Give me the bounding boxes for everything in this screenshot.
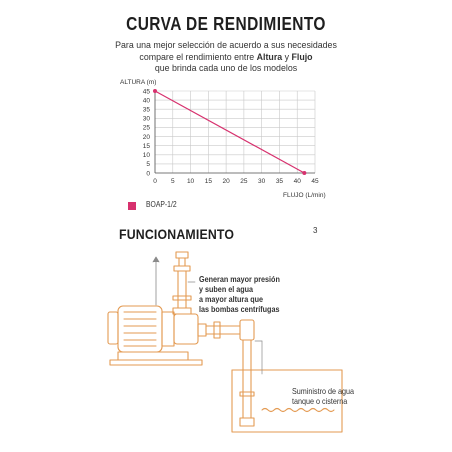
y-tick-label: 25 bbox=[142, 124, 150, 132]
page-number: 3 bbox=[313, 226, 318, 235]
intro-line-2-a: compare el rendimiento entre bbox=[139, 51, 257, 63]
discharge-pipe bbox=[173, 252, 191, 314]
callout-pressure bbox=[199, 274, 280, 314]
intro-flujo: Flujo bbox=[291, 51, 313, 63]
legend-label-boap: BOAP-1/2 bbox=[146, 200, 177, 209]
callout-tank-line-2: tanque o cisterna bbox=[292, 396, 348, 406]
flow-up-arrow bbox=[153, 257, 159, 305]
suction-pipe bbox=[206, 320, 254, 426]
y-tick-label: 10 bbox=[142, 152, 150, 160]
x-tick-label: 25 bbox=[240, 178, 248, 185]
x-tick-label: 45 bbox=[311, 178, 319, 185]
y-axis-label: ALTURA (m) bbox=[120, 79, 157, 86]
x-tick-label: 40 bbox=[293, 178, 301, 185]
y-tick-label: 0 bbox=[146, 170, 150, 178]
y-tick-label: 40 bbox=[142, 97, 150, 105]
callout-tank-line-1: Suministro de agua bbox=[292, 386, 355, 396]
section-title: FUNCIONAMIENTO bbox=[119, 226, 235, 242]
x-axis-label: FLUJO (L/min) bbox=[283, 192, 326, 199]
page-title: CURVA DE RENDIMIENTO bbox=[126, 14, 326, 34]
x-tick-label: 35 bbox=[275, 178, 284, 185]
callout-pressure-line-4: las bombas centrífugas bbox=[199, 304, 280, 314]
y-tick-label: 5 bbox=[146, 161, 150, 169]
callout-tank bbox=[292, 386, 354, 406]
intro-line-3: que brinda cada uno de los modelos bbox=[154, 63, 298, 74]
x-tick-label: 15 bbox=[204, 178, 212, 185]
intro-line-1: Para una mejor selección de acuerdo a sus necesidades bbox=[115, 40, 337, 51]
pump-motor bbox=[108, 306, 206, 365]
y-tick-label: 35 bbox=[142, 106, 150, 114]
x-tick-label: 10 bbox=[186, 178, 195, 185]
y-tick-label: 20 bbox=[142, 133, 150, 141]
y-tick-label: 15 bbox=[142, 142, 150, 150]
callout-pressure-line-1: Generan mayor presión bbox=[199, 274, 280, 284]
x-tick-label: 5 bbox=[170, 178, 175, 185]
y-tick-label: 45 bbox=[142, 88, 150, 96]
x-tick-label: 20 bbox=[222, 178, 230, 185]
y-tick-label: 30 bbox=[142, 115, 150, 123]
x-tick-label: 0 bbox=[153, 178, 157, 185]
callout-pressure-line-2: y suben el agua bbox=[199, 284, 254, 294]
intro-line-2-c: y bbox=[282, 51, 292, 63]
callout-pressure-line-3: a mayor altura que bbox=[199, 294, 264, 304]
intro-altura: Altura bbox=[256, 51, 283, 63]
x-tick-label: 30 bbox=[258, 178, 266, 185]
